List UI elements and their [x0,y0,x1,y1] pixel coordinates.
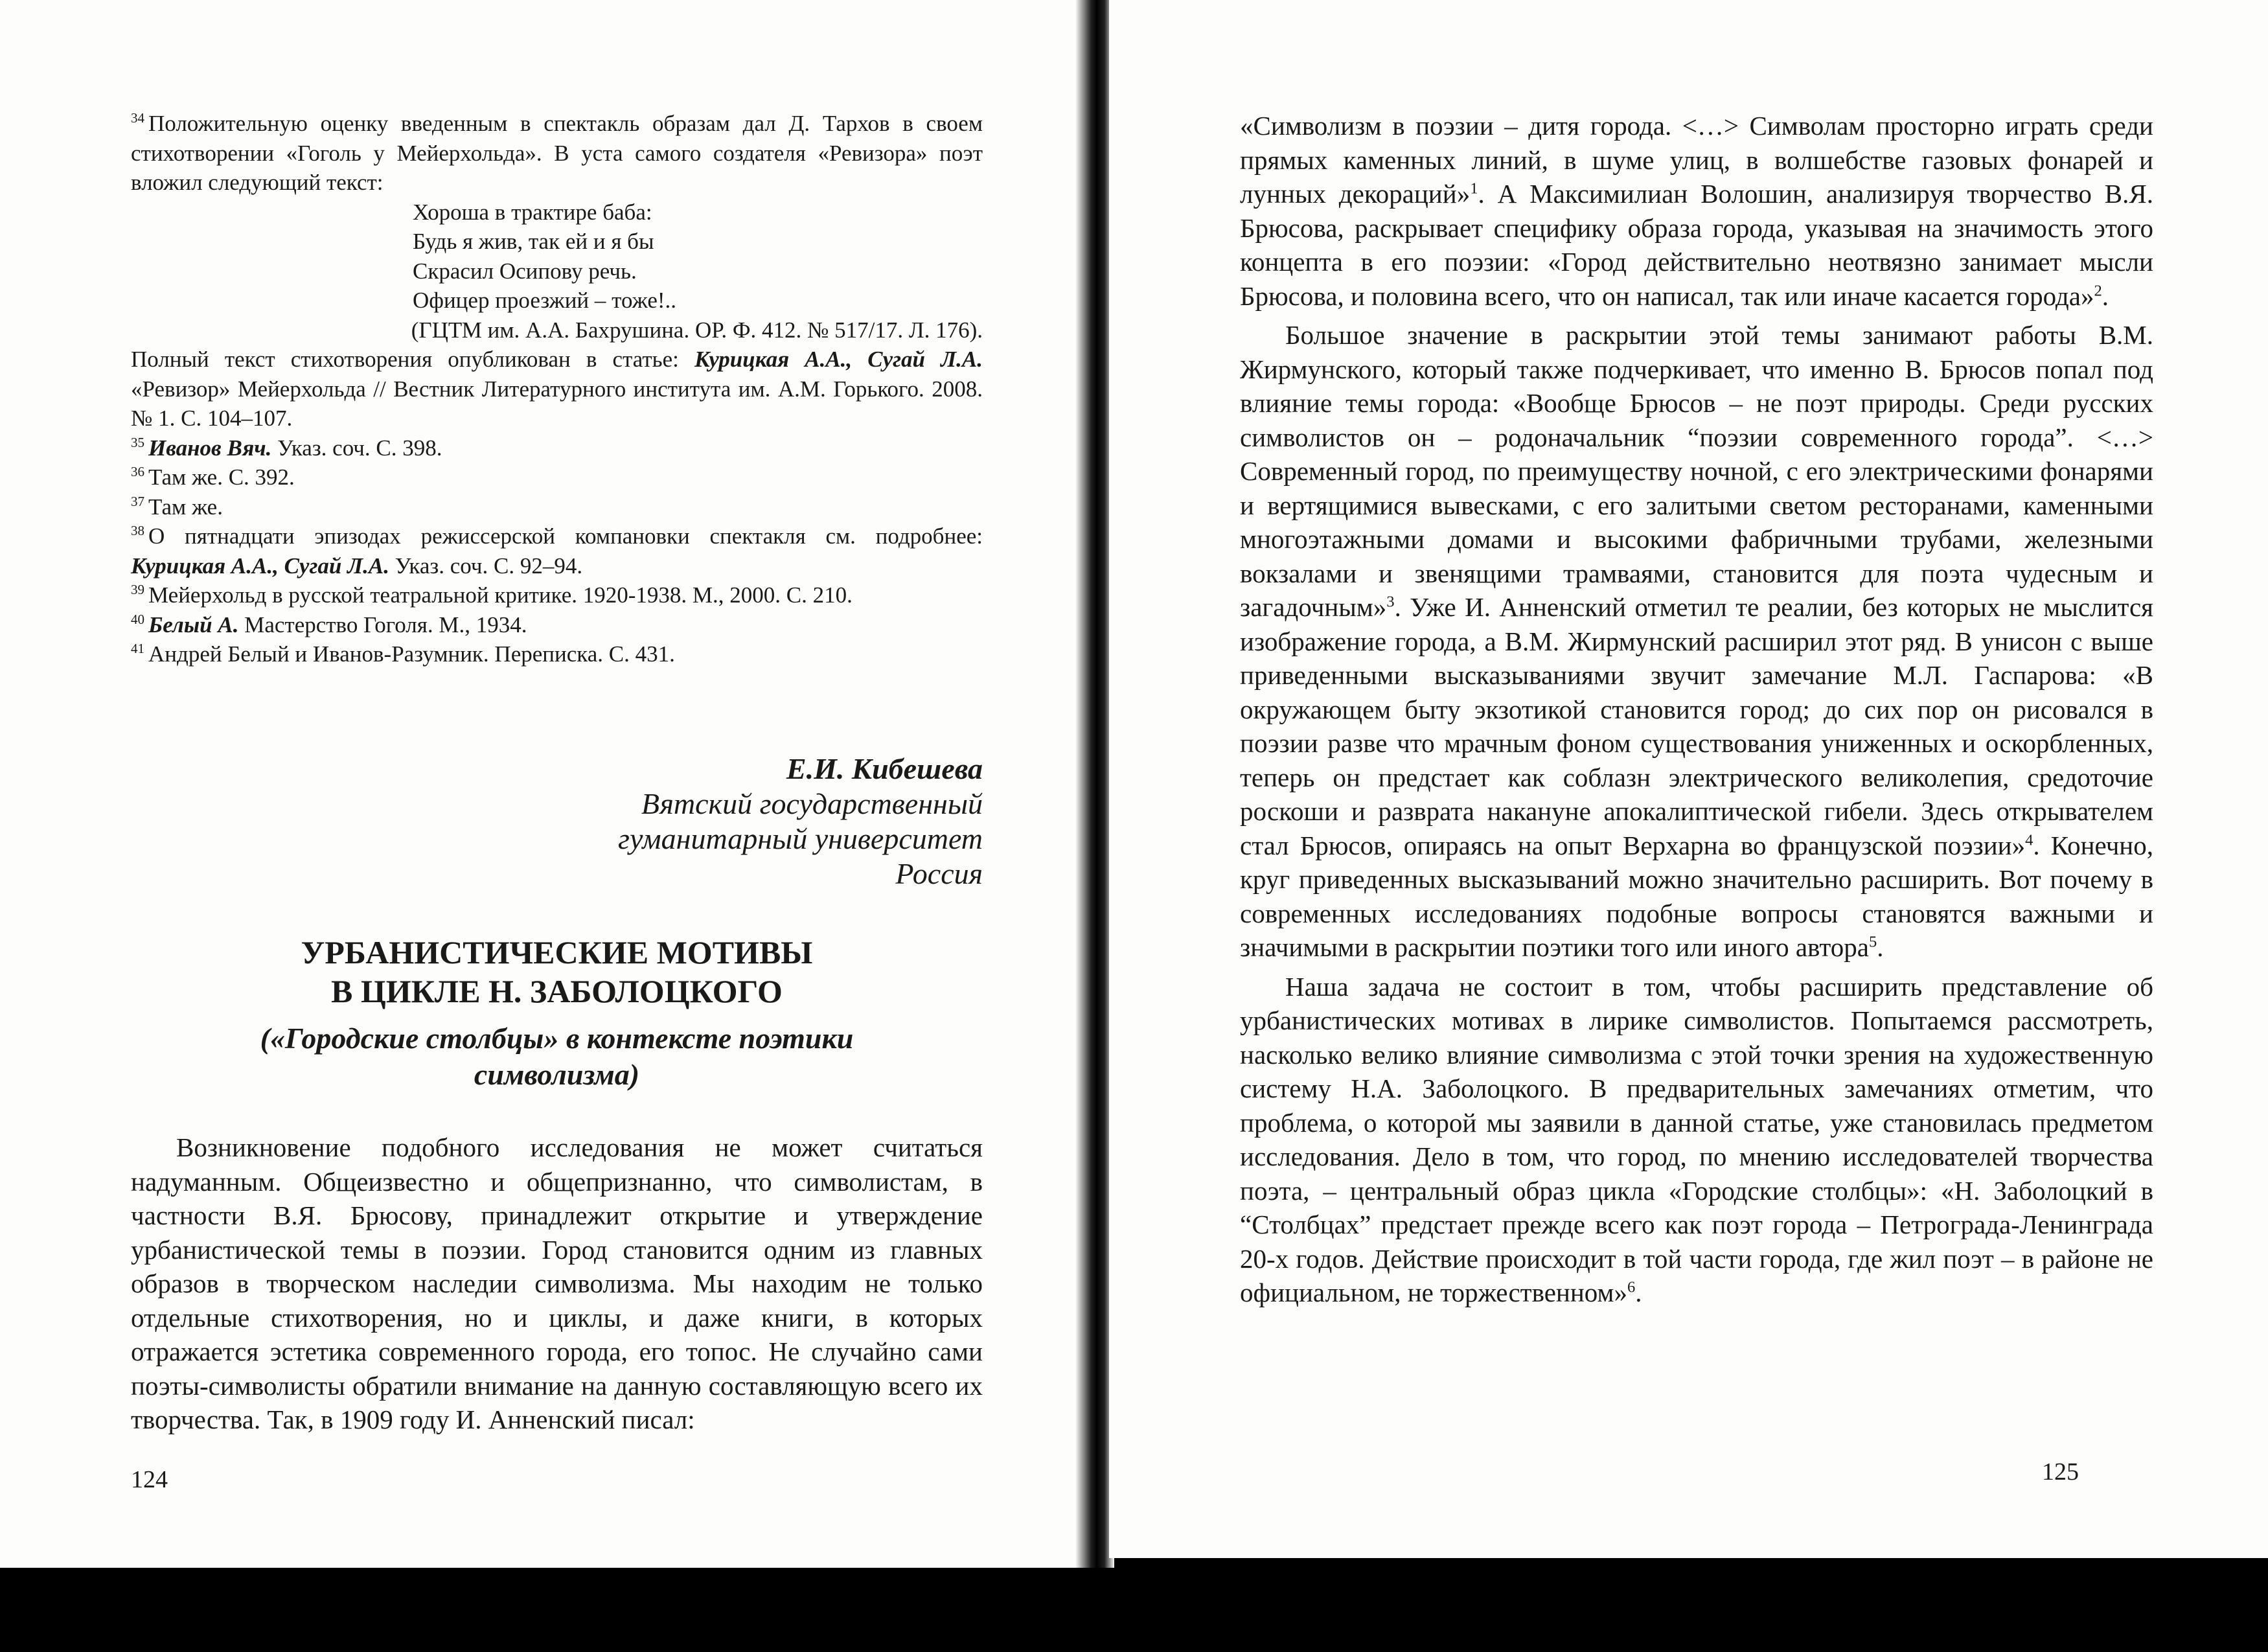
page-number: 124 [131,1466,168,1493]
article-body [1240,109,2153,1315]
author-block [400,751,983,891]
footnote-authors: Курицкая А.А., Сугай Л.А. [694,347,983,372]
author-affiliation: Вятский государственный [641,787,983,820]
footnotes [131,109,983,669]
footnote-ref: 2 [2094,281,2102,299]
footnote-ref: 5 [1868,933,1877,951]
article-subtitle: («Городские столбцы» в контексте поэтики символизма) [260,1022,854,1091]
footnote-number: 34 [131,110,144,126]
footnote-38: $^{38}$ О пятнадцати эпизодах режиссерской компановки спектакля см. подробнее: Курицкая А.А., Сугай Л.А. Указ. соч. С. 92–94. [131,523,983,579]
footnote-ref: 1 [1470,179,1478,198]
article-body [131,1130,983,1437]
footnote-author: Иванов Вяч. [148,435,272,461]
footnote-ref: 6 [1627,1278,1636,1296]
poem-quote [413,198,983,315]
footnote-ref: 4 [2025,831,2033,849]
footnote-34-continued: Полный текст стихотворения опубликован в статье: Курицкая А.А., Сугай Л.А. «Ревизор» Мейерхольда // Вестник Литературного института им. А.М. Горького. 2008. № 1. С. 104–107. [131,347,983,431]
footnote-ref: 3 [1386,593,1395,611]
left-page [0,0,1079,1568]
footnote-37: $^{37}$ Там же. [131,493,223,520]
footnote-35: $^{35}$ Иванов Вяч. Указ. соч. С. 398. [131,434,442,461]
archive-reference: (ГЦТМ им. А.А. Бахрушина. ОР. Ф. 412. № 517/17. Л. 176). [411,317,983,343]
book-spine [1075,0,1114,1568]
poem-line: Скрасил Осипову речь. [413,258,637,284]
poem-line: Будь я жив, так ей и я бы [413,229,654,254]
footnote-authors: Курицкая А.А., Сугай Л.А. [131,553,389,579]
paragraph: «Символизм в поэзии – дитя города. <…> Символам просторно играть среди прямых каменных линий, в шуме улиц, в волшебстве газовых фонарей и лунных декораций»$^1$. А Максимилиан Волошин, анализируя творчество В.Я. Брюсова, раскрывает специфику образа города, указывая на значимость этого концепта в его поэзии: «Город действительно неотвязно занимает мысли Брюсова, и половина всего, что он написал, так или иначе касается города»$^2$. [1240,111,2153,311]
footnote-author: Белый А. [148,612,239,637]
author-affiliation: гуманитарный университет [618,822,983,855]
right-page [1109,0,2268,1558]
paragraph: Возникновение подобного исследования не может считаться надуманным. Общеизвестно и общепризнанно, что символистам, в частности В.Я. Брюсову, принадлежит открытие и утверждение урбанистической темы в поэзии. Город становится одним из главных образов в творческом наследии символизма. Мы находим не только отдельные стихотворения, но и циклы, и даже книги, в которых отражается эстетика современного города, его топос. Не случайно сами поэты-символисты обратили внимание на данную составляющую всего их творчества. Так, в 1909 году И. Анненский писал: [131,1132,983,1434]
footnote-34 [131,109,983,198]
poem-line: Хороша в трактире баба: [413,199,652,225]
poem-line: Офицер проезжий – тоже!.. [413,288,677,313]
footnote-39: $^{39}$ Мейерхольд в русской театральной критике. 1920-1938. М., 2000. С. 210. [131,582,853,608]
author-name: Е.И. Кибешева [786,752,983,785]
author-country: Россия [895,857,983,890]
article-title: УРБАНИСТИЧЕСКИЕ МОТИВЫ В ЦИКЛЕ Н. ЗАБОЛОЦКОГО [301,934,813,1009]
footnote-text: Положительную оценку введенным в спектакль образам дал Д. Тархов в своем стихотворении «Гоголь у Мейерхольда». В уста самого создателя «Ревизора» поэт вложил следующий текст: [131,111,983,195]
footnote-41: $^{41}$ Андрей Белый и Иванов-Разумник. Переписка. С. 431. [131,641,675,667]
footnote-40: $^{40}$ Белый А. Мастерство Гоголя. М., 1934. [131,611,527,637]
footnote-36: $^{36}$ Там же. С. 392. [131,464,295,490]
paragraph: Наша задача не состоит в том, чтобы расширить представление об урбанистических мотивах в лирике символистов. Попытаемся рассмотреть, насколько велико влияние символизма с этой точки зрения на художественную систему Н.А. Заболоцкого. В предварительных замечаниях отметим, что проблема, о которой мы заявили в данной статье, уже становилась предметом исследования. Дело в том, что город, по мнению исследователей творчества поэта, – центральный образ цикла «Городские столбцы»: «Н. Заболоцкий в “Столбцах” предстает прежде всего как поэт города – Петрограда-Ленинграда 20-х годов. Действие происходит в той части города, где жил поэт – в районе не официальном, не торжественном»$^6$. [1240,971,2153,1307]
paragraph: Большое значение в раскрытии этой темы занимают работы В.М. Жирмунского, который также подчеркивает, что именно В. Брюсов попал под влияние темы города: «Вообще Брюсов – не поэт природы. Среди русских символистов он – родоначальник “поэзии современного города”. <…> Современный город, по преимуществу ночной, с его электрическими фонарями и вертящимися вывесками, с его залитыми светом ресторанами, каменными многоэтажными домами и высокими фабричными трубами, железными вокзалами и звенящими трамваями, становится для поэта чудесным и загадочным»$^3$. Уже И. Анненский отметил те реалии, без которых не мыслится изображение города, а В.М. Жирмунский расширил этот ряд. В унисон с выше приведенными высказываниями звучит замечание М.Л. Гаспарова: «В окружающем быту экзотикой становится город; до сих пор он рисовался в поэзии разве что мрачным фоном существования униженных и оскорбленных, теперь он предстает как соблазн электрического великолепия, средоточие роскоши и разврата накануне апокалиптической гибели. Здесь открывателем стал Брюсов, опираясь на опыт Верхарна во французской поэзии»$^4$. Конечно, круг приведенных высказываний можно значительно расширить. Вот почему в современных исследованиях подобные вопросы становятся важными и значимыми в раскрытии поэтики того или иного автора$^5$. [1240,320,2154,962]
page-number: 125 [2042,1458,2079,1486]
